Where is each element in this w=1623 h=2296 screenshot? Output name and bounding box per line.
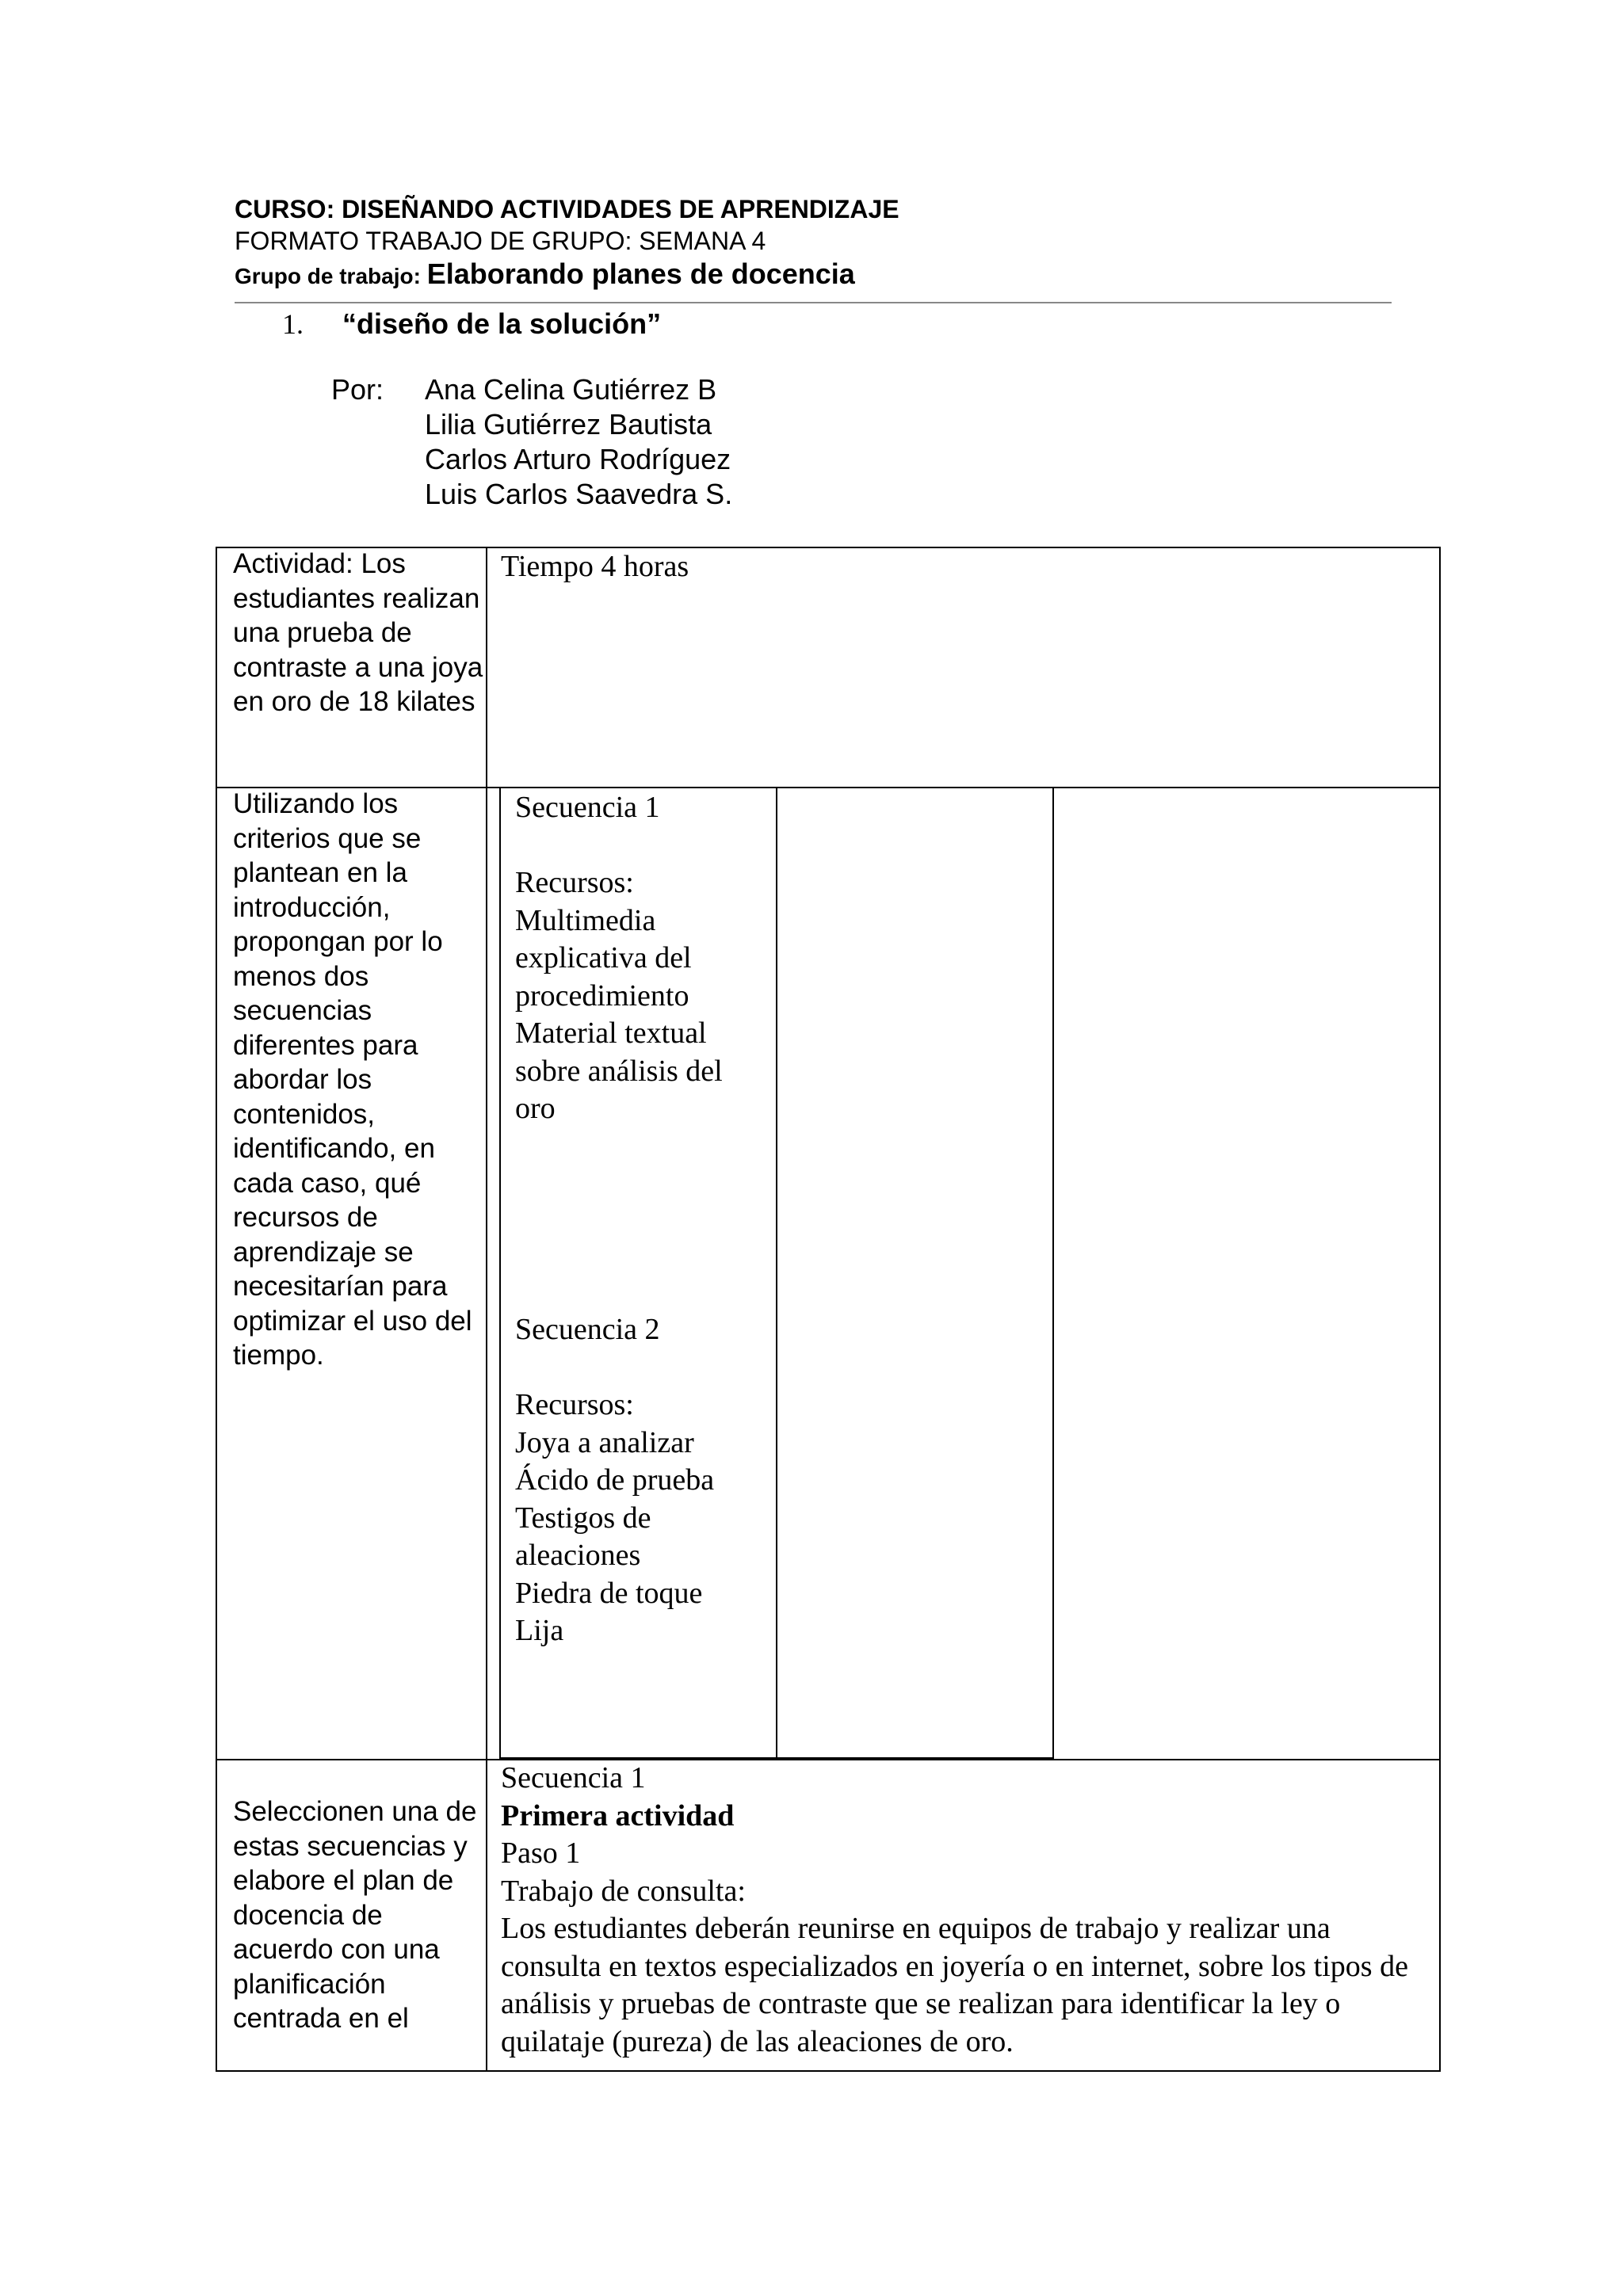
sequence-1-block [515, 789, 769, 1128]
authors-label: Por: [331, 373, 384, 406]
plan-cell [501, 1760, 1436, 2061]
resource-item: Testigos de aleaciones [515, 1501, 651, 1572]
plan-sequence-title: Secuencia 1 [501, 1761, 646, 1794]
format-line: FORMATO TRABAJO DE GRUPO: SEMANA 4 [235, 227, 766, 255]
section-title-text: “diseño de la solución” [342, 307, 662, 340]
section-number: 1. [282, 308, 304, 340]
author-name: Lilia Gutiérrez Bautista [425, 408, 712, 441]
author-name: Ana Celina Gutiérrez B [425, 373, 717, 406]
selection-cell: Seleccionen una de estas secuencias y elabore el plan de docencia de acuerdo con una planificación centrada en el [233, 1796, 477, 2034]
plan-step: Paso 1 [501, 1836, 581, 1870]
sequence-2-title: Secuencia 2 [515, 1313, 660, 1346]
sequence-1-resources-label: Recursos: [515, 866, 634, 899]
activity-cell: Actividad: Los estudiantes realizan una prueba de contraste a una joya en oro de 18 kilates [233, 548, 483, 717]
author-name: Carlos Arturo Rodríguez [425, 443, 731, 475]
sequence-1-title: Secuencia 1 [515, 791, 660, 824]
author-name: Luis Carlos Saavedra S. [425, 478, 733, 510]
plan-work-label: Trabajo de consulta: [501, 1874, 746, 1908]
resource-item: Piedra de toque [515, 1576, 703, 1610]
resource-item: Multimedia explicativa del procedimiento [515, 903, 692, 1013]
group-line [235, 257, 1392, 294]
resource-item: Lija [515, 1614, 564, 1647]
course-title: CURSO: DISEÑANDO ACTIVIDADES DE APRENDIZAJE [235, 195, 899, 223]
authors-names [425, 372, 732, 512]
plan-description: Los estudiantes deberán reunirse en equipos de trabajo y realizar una consulta en textos especializados en joyería o en internet, sobre los tipos de análisis y pruebas de contraste que se realizan para identificar la ley o quilataje (pureza) de las aleaciones de oro. [501, 1912, 1408, 2058]
group-name: Elaborando planes de docencia [426, 257, 855, 290]
subtable-divider [776, 787, 777, 1759]
instructions-cell: Utilizando los criterios que se plantean en la introducción, propongan por lo menos dos secuencias diferentes para abordar los contenidos, identificando, en cada caso, qué recursos de aprendizaje se necesitarían para optimizar el uso del tiempo. [233, 788, 472, 1371]
sequence-2-block [515, 1311, 769, 1650]
header-rule [235, 302, 1392, 303]
resource-item: Joya a analizar [515, 1425, 694, 1459]
section-title [282, 304, 661, 344]
group-label: Grupo de trabajo: [235, 264, 427, 288]
document-header [235, 193, 1392, 294]
plan-activity-title: Primera actividad [501, 1798, 735, 1833]
resource-item: Ácido de prueba [515, 1463, 715, 1497]
time-cell: Tiempo 4 horas [501, 550, 689, 583]
sequence-2-resources-label: Recursos: [515, 1388, 634, 1421]
resource-item: Material textual sobre análisis del oro [515, 1016, 723, 1125]
